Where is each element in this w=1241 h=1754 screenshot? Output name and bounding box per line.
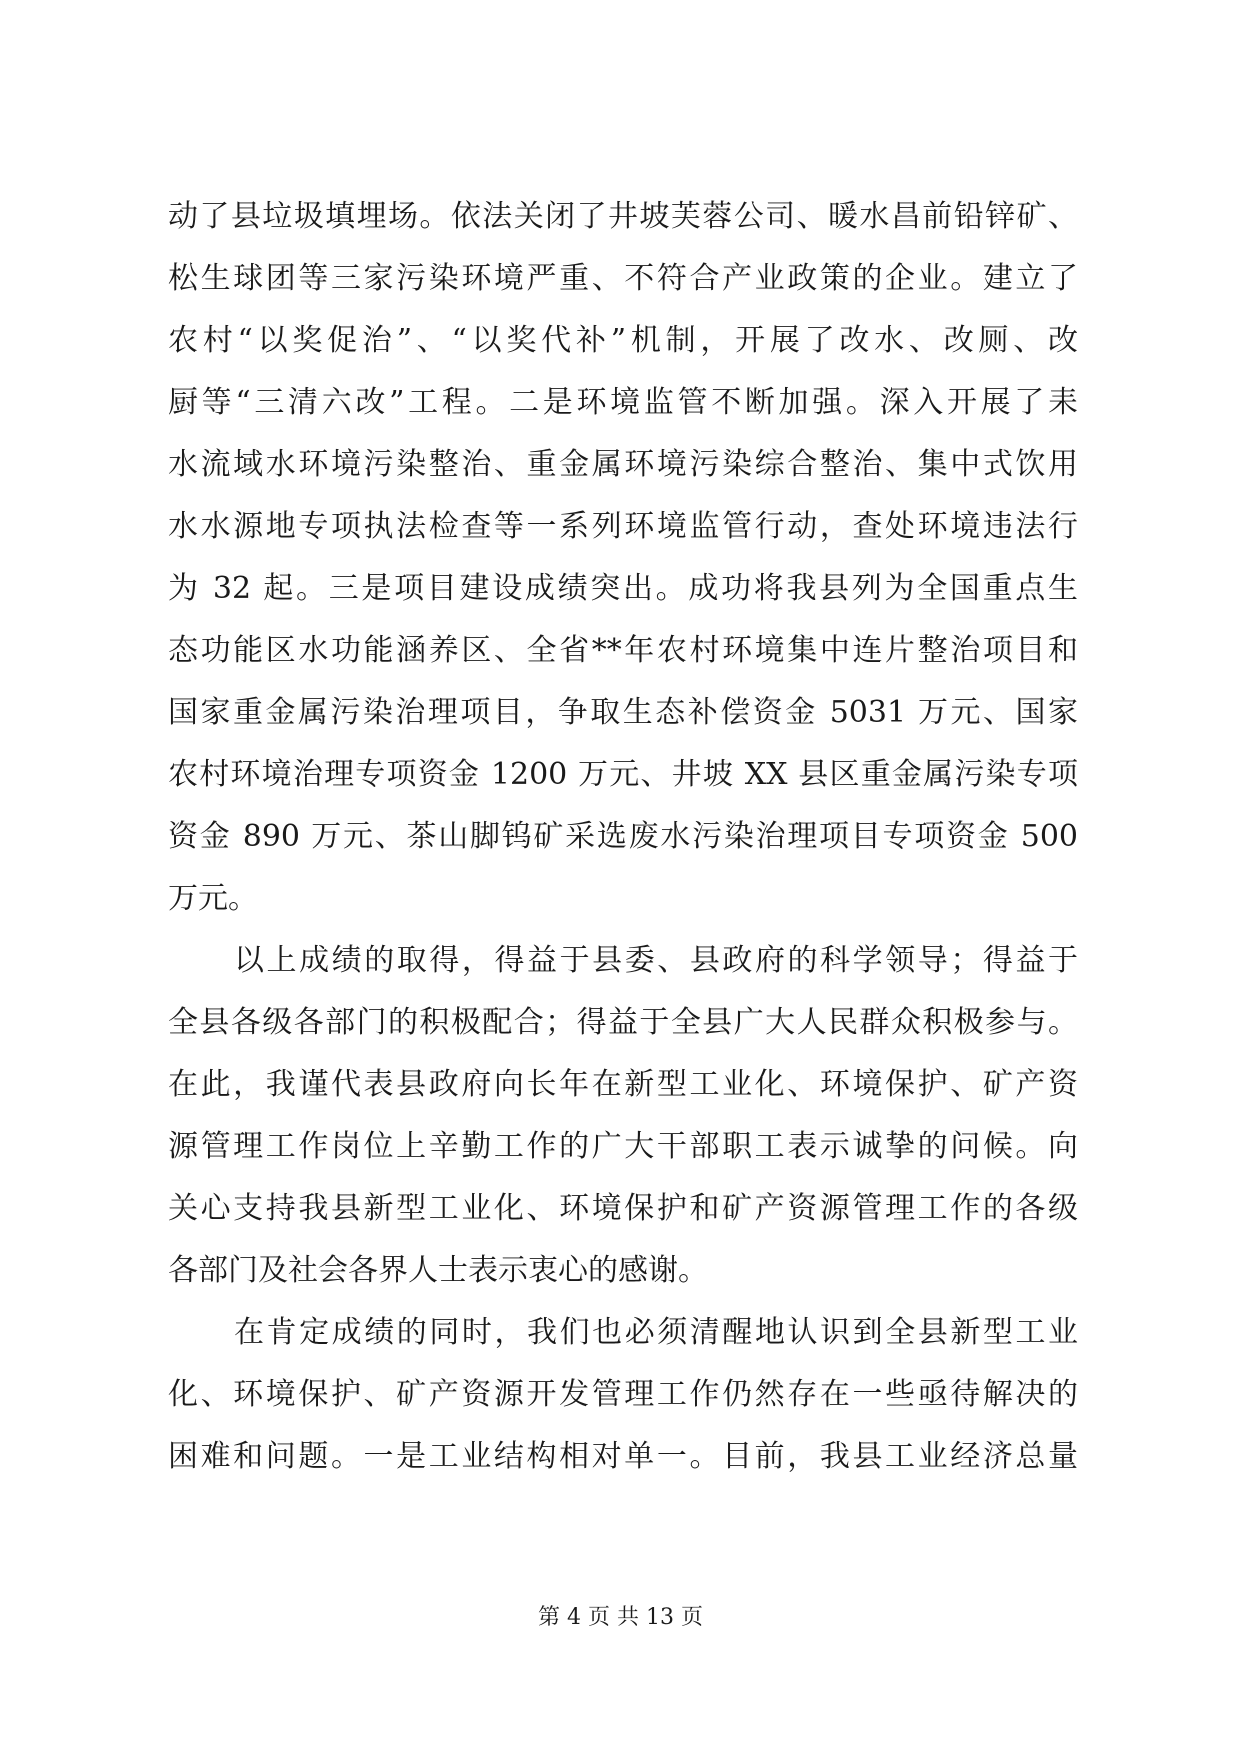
text-line: 农村环境治理专项资金 1200 万元、井坡 XX 县区重金属污染专项: [168, 757, 1078, 792]
text-line: 全县各级各部门的积极配合；得益于全县广大人民群众积极参与。: [168, 1005, 1078, 1040]
text-line: 化、环境保护、矿产资源开发管理工作仍然存在一些亟待解决的: [168, 1377, 1078, 1412]
text-line: 动了县垃圾填埋场。依法关闭了井坡芙蓉公司、暖水昌前铅锌矿、: [168, 199, 1078, 234]
paragraph: [168, 1302, 1078, 1488]
text-line: 困难和问题。一是工业结构相对单一。目前，我县工业经济总量: [168, 1439, 1078, 1474]
text-line: 在肯定成绩的同时，我们也必须清醒地认识到全县新型工业: [234, 1315, 1078, 1350]
text-line: 农村“以奖促治”、“以奖代补”机制，开展了改水、改厕、改: [168, 323, 1078, 358]
page-footer: 第 4 页 共 13 页: [538, 1605, 703, 1630]
text-line: 态功能区水功能涵养区、全省**年农村环境集中连片整治项目和: [168, 633, 1078, 668]
text-line: 资金 890 万元、茶山脚钨矿采选废水污染治理项目专项资金 500: [168, 819, 1078, 854]
paragraph: [168, 186, 1078, 930]
text-line: 水流域水环境污染整治、重金属环境污染综合整治、集中式饮用: [168, 447, 1078, 482]
text-line: 厨等“三清六改”工程。二是环境监管不断加强。深入开展了耒: [168, 385, 1078, 420]
text-line: 关心支持我县新型工业化、环境保护和矿产资源管理工作的各级: [168, 1191, 1078, 1226]
text-line: 在此，我谨代表县政府向长年在新型工业化、环境保护、矿产资: [168, 1067, 1078, 1102]
text-line: 为 32 起。三是项目建设成绩突出。成功将我县列为全国重点生: [168, 571, 1078, 606]
paragraph: [168, 930, 1078, 1302]
text-line: 万元。: [168, 881, 258, 916]
text-line: 源管理工作岗位上辛勤工作的广大干部职工表示诚挚的问候。向: [168, 1129, 1078, 1164]
document-body: [168, 186, 1078, 1488]
text-line: 松生球团等三家污染环境严重、不符合产业政策的企业。建立了: [168, 261, 1078, 296]
text-line: 以上成绩的取得，得益于县委、县政府的科学领导；得益于: [234, 943, 1078, 978]
text-line: 水水源地专项执法检查等一系列环境监管行动，查处环境违法行: [168, 509, 1078, 544]
text-line: 各部门及社会各界人士表示衷心的感谢。: [168, 1253, 708, 1288]
text-line: 国家重金属污染治理项目，争取生态补偿资金 5031 万元、国家: [168, 695, 1078, 730]
